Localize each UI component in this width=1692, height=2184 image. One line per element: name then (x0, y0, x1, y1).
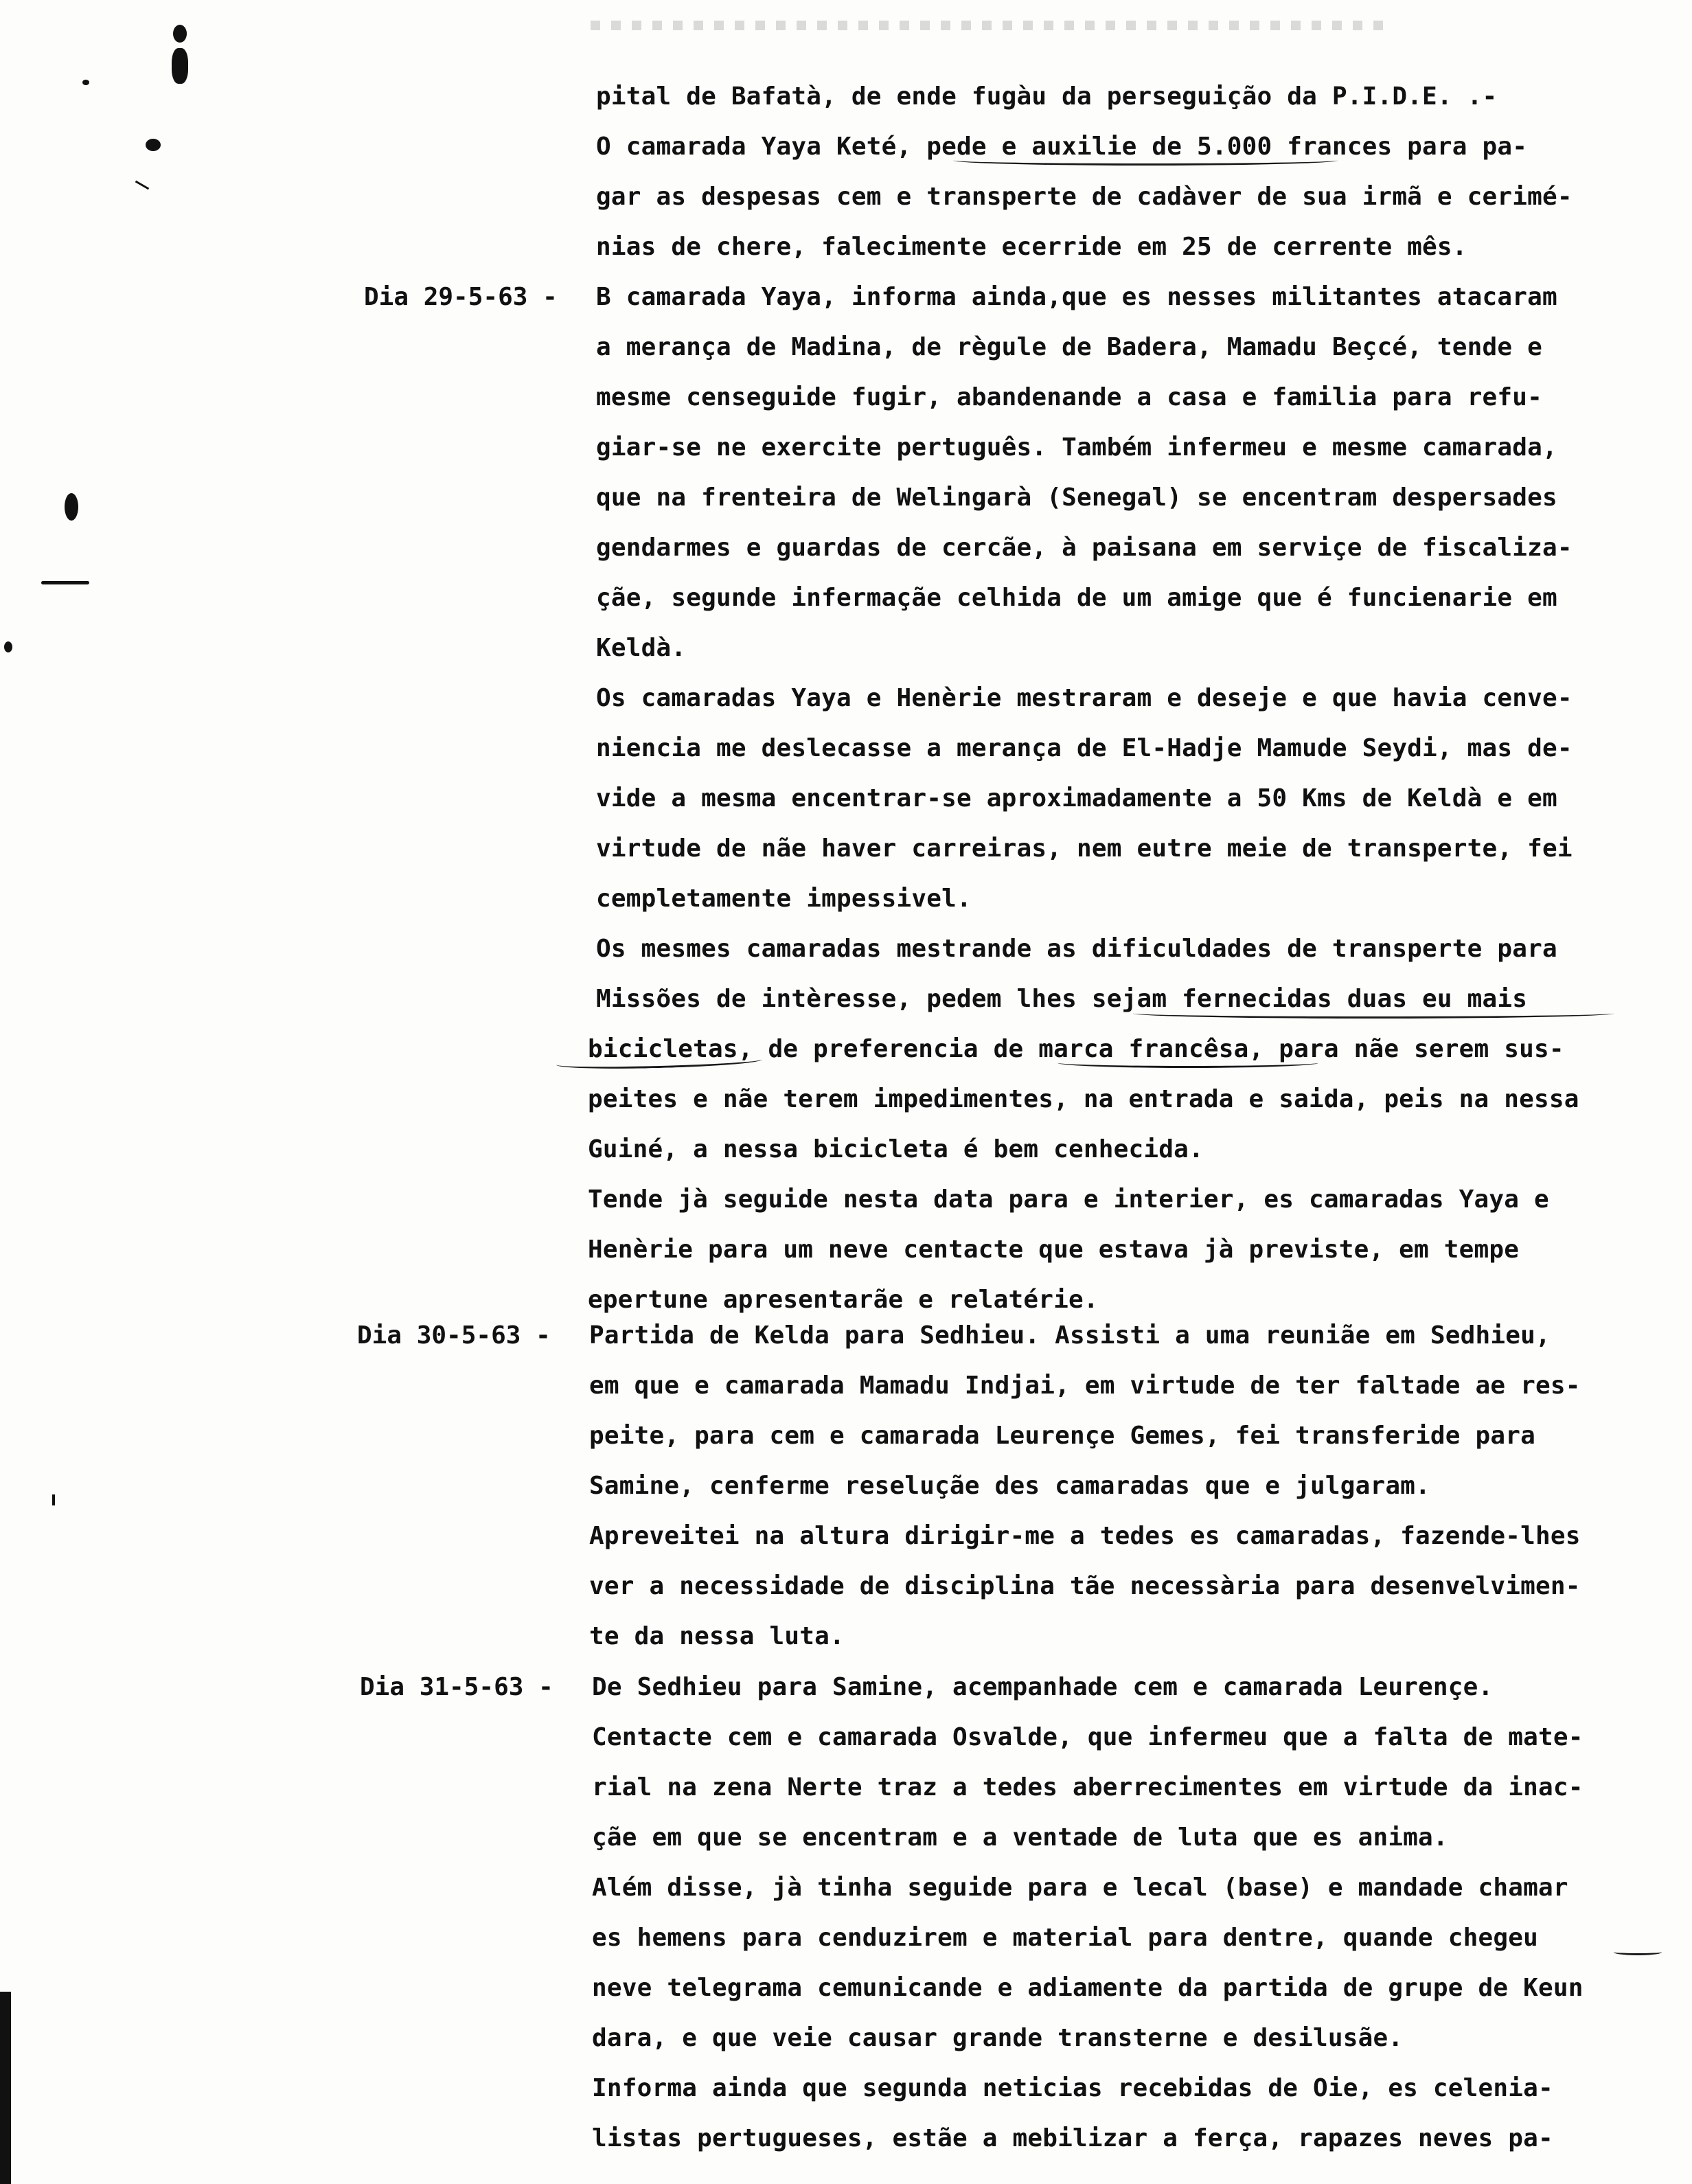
text-line: çãe em que se encentram e a ventade de luta que es anima. (592, 1823, 1448, 1852)
text-line: listas pertugueses, estãe a mebilizar a ferça, rapazes neves pa- (592, 2124, 1553, 2152)
text-line: O camarada Yaya Keté, pede e auxilie de 5.000 frances para pa- (596, 133, 1528, 161)
text-line: Centacte cem e camarada Osvalde, que infermeu que a falta de mate- (592, 1723, 1584, 1751)
text-line: vide a mesma encentrar-se aproximadamente a 50 Kms de Keldà e em (596, 784, 1557, 812)
entry-date: Dia 30-5-63 - (357, 1321, 551, 1350)
text-line: virtude de nãe haver carreiras, nem eutre meie de transperte, fei (596, 834, 1573, 863)
handwritten-underline (1133, 1008, 1614, 1019)
text-line: Guiné, a nessa bicicleta é bem cenhecida. (588, 1135, 1204, 1163)
margin-mark (172, 48, 188, 84)
text-line: peite, para cem e camarada Leurençe Gemes, fei transferide para (589, 1422, 1536, 1450)
text-line: De Sedhieu para Samine, acempanhade cem e camarada Leurençe. (592, 1673, 1494, 1701)
margin-mark (146, 139, 161, 151)
margin-mark (135, 181, 150, 190)
handwritten-underline (953, 155, 1338, 166)
text-line: gendarmes e guardas de cercãe, à paisana em serviçe de fiscaliza- (596, 534, 1573, 562)
text-line: em que e camarada Mamadu Indjai, em virtude de ter faltade ae res- (589, 1372, 1581, 1400)
text-line: Além disse, jà tinha seguide para e lecal (base) e mandade chamar (592, 1874, 1568, 1902)
text-line: Tende jà seguide nesta data para e interier, es camaradas Yaya e (588, 1185, 1549, 1214)
text-line: nias de chere, falecimente ecerride em 25 de cerrente mês. (596, 233, 1467, 261)
margin-mark (173, 25, 187, 43)
handwritten-underline (1058, 1058, 1318, 1068)
text-line: a merança de Madina, de règule de Badera, Mamadu Beçcé, tende e (596, 333, 1543, 361)
text-line: niencia me deslecasse a merança de El-Hadje Mamude Seydi, mas de- (596, 734, 1573, 762)
text-line: Henèrie para um neve centacte que estava jà previste, em tempe (588, 1236, 1520, 1264)
text-line: Partida de Kelda para Sedhieu. Assisti a uma reuniãe em Sedhieu, (589, 1321, 1551, 1350)
text-line: cempletamente impessivel. (596, 885, 972, 913)
text-line: Missões de intèresse, pedem lhes sejam fernecidas duas eu mais (596, 985, 1528, 1013)
text-line: dara, e que veie causar grande transterne e desilusãe. (592, 2024, 1404, 2052)
text-line: bicicletas, de preferencia de marca francêsa, para nãe serem sus- (588, 1035, 1564, 1063)
text-line: es hemens para cenduzirem e material para dentre, quande chegeu (592, 1924, 1539, 1952)
text-line: peites e nãe terem impedimentes, na entrada e saida, peis na nessa (588, 1085, 1579, 1113)
text-line: çãe, segunde infermaçãe celhida de um amige que é funcienarie em (596, 584, 1557, 612)
text-line: Keldà. (596, 634, 687, 662)
text-line: gar as despesas cem e transperte de cadàver de sua irmã e cerimé- (596, 183, 1573, 211)
text-line: B camarada Yaya, informa ainda,que es nesses militantes atacaram (596, 283, 1557, 311)
handwritten-underline (556, 1054, 762, 1071)
entry-date: Dia 31-5-63 - (360, 1673, 553, 1701)
text-line: mesme censeguide fugir, abandenande a casa e familia para refu- (596, 383, 1543, 411)
text-line: Informa ainda que segunda neticias recebidas de Oie, es celenia- (592, 2074, 1553, 2102)
text-line: ver a necessidade de disciplina tãe necessària para desenvelvimen- (589, 1572, 1581, 1600)
text-line: neve telegrama cemunicande e adiamente da partida de grupe de Keun (592, 1974, 1584, 2002)
text-line: epertune apresentarãe e relatérie. (588, 1286, 1099, 1314)
text-line: giar-se ne exercite pertuguês. Também infermeu e mesme camarada, (596, 433, 1557, 462)
text-line: Samine, cenferme reseluçãe des camaradas que e julgaram. (589, 1472, 1430, 1500)
margin-mark (4, 641, 12, 652)
margin-mark (82, 80, 89, 85)
text-line: que na frenteira de Welingarà (Senegal) se encentram despersades (596, 484, 1557, 512)
text-line: Apreveitei na altura dirigir-me a tedes es camaradas, fazende-lhes (589, 1522, 1581, 1550)
margin-mark (65, 493, 78, 521)
text-line: Os mesmes camaradas mestrande as dificuldades de transperte para (596, 935, 1557, 963)
text-line: Os camaradas Yaya e Henèrie mestraram e deseje e que havia cenve- (596, 684, 1573, 712)
text-line: te da nessa luta. (589, 1622, 845, 1650)
text-line: pital de Bafatà, de ende fugàu da perseguição da P.I.D.E. .- (596, 82, 1498, 111)
margin-mark (52, 1494, 55, 1505)
text-line: rial na zena Nerte traz a tedes aberrecimentes em virtude da inac- (592, 1773, 1584, 1801)
handwritten-underline (1614, 1949, 1662, 1955)
margin-mark (41, 581, 89, 584)
scan-header-smudge (591, 21, 1387, 30)
entry-date: Dia 29-5-63 - (364, 283, 558, 311)
margin-mark (0, 1992, 11, 2184)
